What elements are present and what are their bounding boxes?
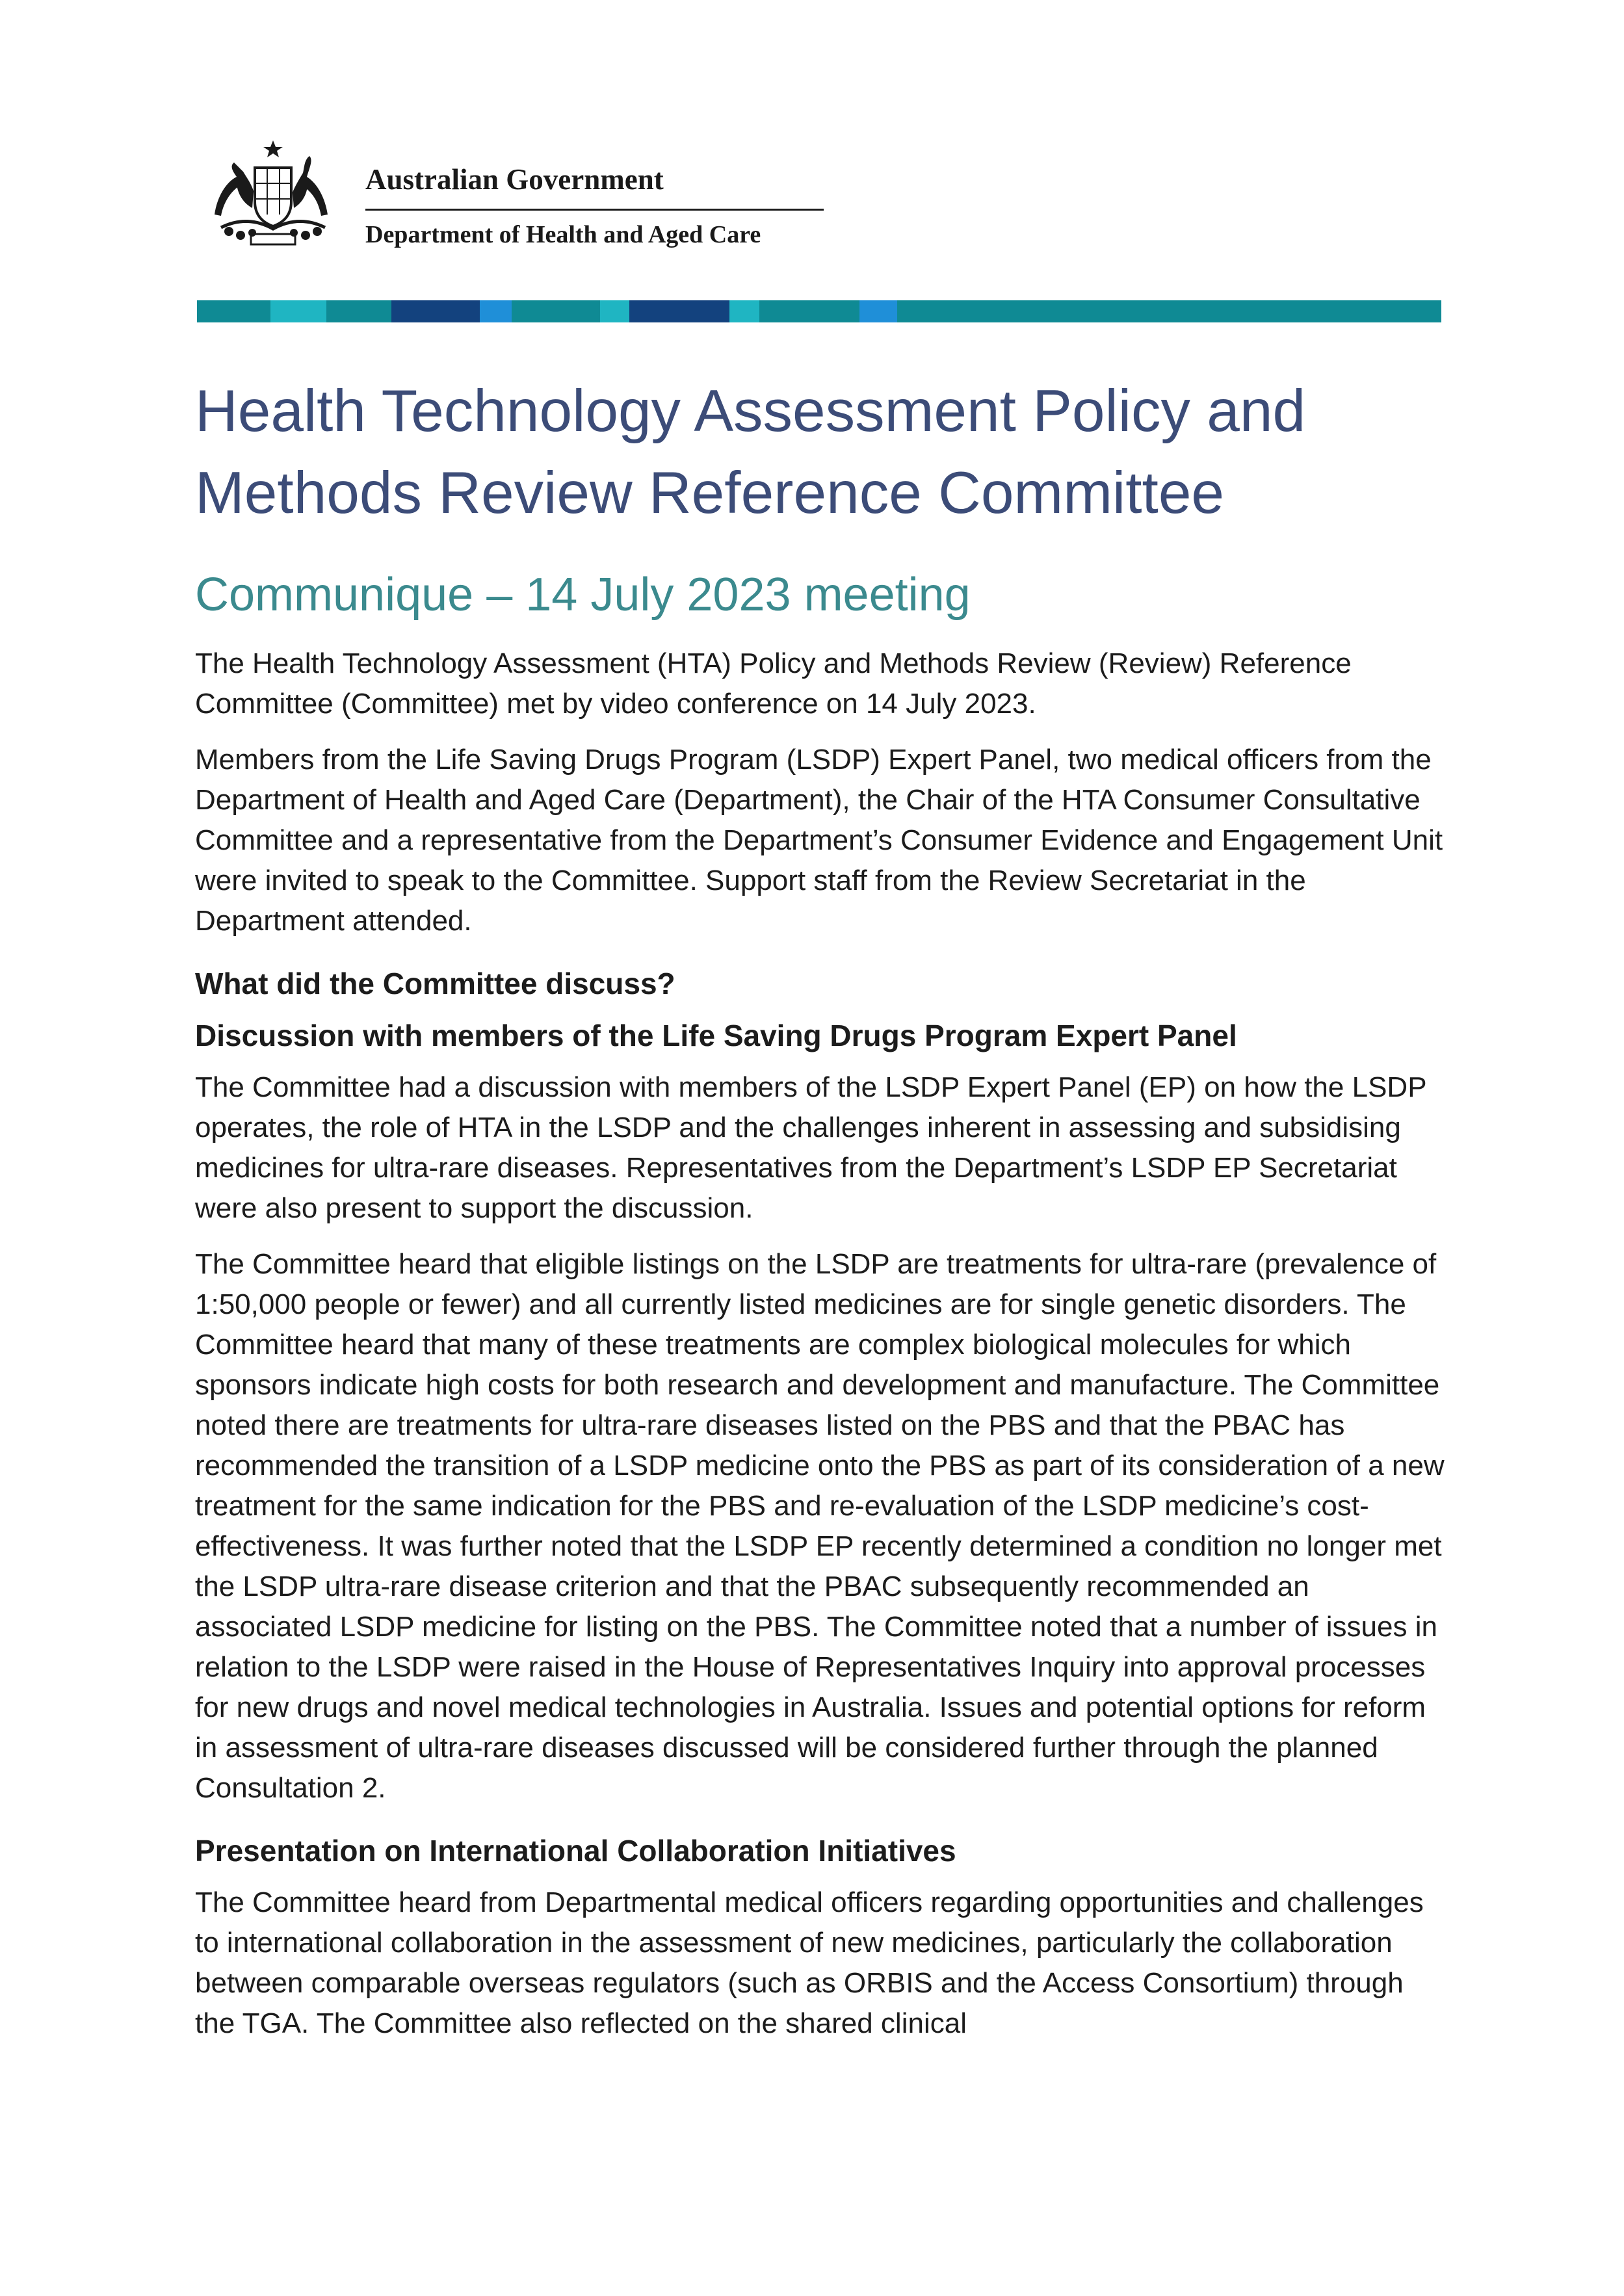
document-body xyxy=(195,371,1450,2059)
page-title xyxy=(195,371,1450,534)
stripe-segment xyxy=(270,300,326,322)
department-name: Department of Health and Aged Care xyxy=(365,221,761,248)
title-line-1: Health Technology Assessment Policy and xyxy=(195,378,1306,444)
stripe-segment xyxy=(897,300,1441,322)
section-heading-international: Presentation on International Collaboration Initiatives xyxy=(195,1834,956,1868)
stripe-segment xyxy=(197,300,270,322)
body-paragraph: The Committee had a discussion with members of the LSDP Expert Panel (EP) on how the LSDP operates, the role of HTA in the LSDP and the challenges inherent in assessing and subsidising medicines for ultra-rare diseases. Representatives from the Department’s LSDP EP Secretariat were also present to support the discussion. xyxy=(195,1071,1426,1224)
brand-stripe xyxy=(197,300,1441,322)
header-divider xyxy=(365,209,824,211)
government-name: Australian Government xyxy=(365,163,664,196)
stripe-segment xyxy=(480,300,512,322)
intro-paragraph: The Health Technology Assessment (HTA) Policy and Methods Review (Review) Reference Committee (Committee) met by video conference on 14 July 2023. xyxy=(195,647,1352,720)
australian-coat-of-arms-icon xyxy=(195,137,351,254)
stripe-segment xyxy=(729,300,759,322)
body-paragraph: The Committee heard that eligible listings on the LSDP are treatments for ultra-rare (prevalence of 1:50,000 people or fewer) and all currently listed medicines are for single genetic disorders. The Committee heard that many of these treatments are complex biological molecules for which sponsors indicate high costs for both research and development and manufacture. The Committee noted there are treatments for ultra-rare diseases listed on the PBS and that the PBAC has recommended the transition of a LSDP medicine onto the PBS as part of its consideration of a new treatment for the same indication for the PBS and re-evaluation of the LSDP medicine’s cost-effectiveness. It was further noted that the LSDP EP recently determined a condition no longer met the LSDP ultra-rare disease criterion and that the PBAC subsequently recommended an associated LSDP medicine for listing on the PBS. The Committee noted that a number of issues in relation to the LSDP were raised in the House of Representatives Inquiry into approval processes for new drugs and novel medical technologies in Australia. Issues and potential options for reform in assessment of ultra-rare diseases discussed will be considered further through the planned Consultation 2. xyxy=(195,1248,1445,1804)
stripe-segment xyxy=(512,300,600,322)
stripe-segment xyxy=(391,300,480,322)
section-heading-discuss: What did the Committee discuss? xyxy=(195,967,675,1000)
intro-paragraph: Members from the Life Saving Drugs Program (LSDP) Expert Panel, two medical officers from the Department of Health and Aged Care (Department), the Chair of the HTA Consumer Consultative Committee and a representative from the Department’s Consumer Evidence and Engagement Unit were invited to speak to the Committee. Support staff from the Review Secretariat in the Department attended. xyxy=(195,744,1443,937)
stripe-segment xyxy=(326,300,391,322)
body-paragraph: The Committee heard from Departmental medical officers regarding opportunities and challenges to international collaboration in the assessment of new medicines, particularly the collaboration between comparable overseas regulators (such as ORBIS and the Access Consortium) through the TGA. The Committee also reflected on the shared clinical xyxy=(195,1886,1424,2039)
page-subtitle: Communique – 14 July 2023 meeting xyxy=(195,569,971,621)
title-line-2: Methods Review Reference Committee xyxy=(195,460,1225,526)
section-heading-lsdp: Discussion with members of the Life Saving Drugs Program Expert Panel xyxy=(195,1019,1237,1052)
stripe-segment xyxy=(600,300,629,322)
stripe-segment xyxy=(759,300,859,322)
document-header xyxy=(195,130,845,260)
stripe-segment xyxy=(859,300,898,322)
stripe-segment xyxy=(629,300,729,322)
